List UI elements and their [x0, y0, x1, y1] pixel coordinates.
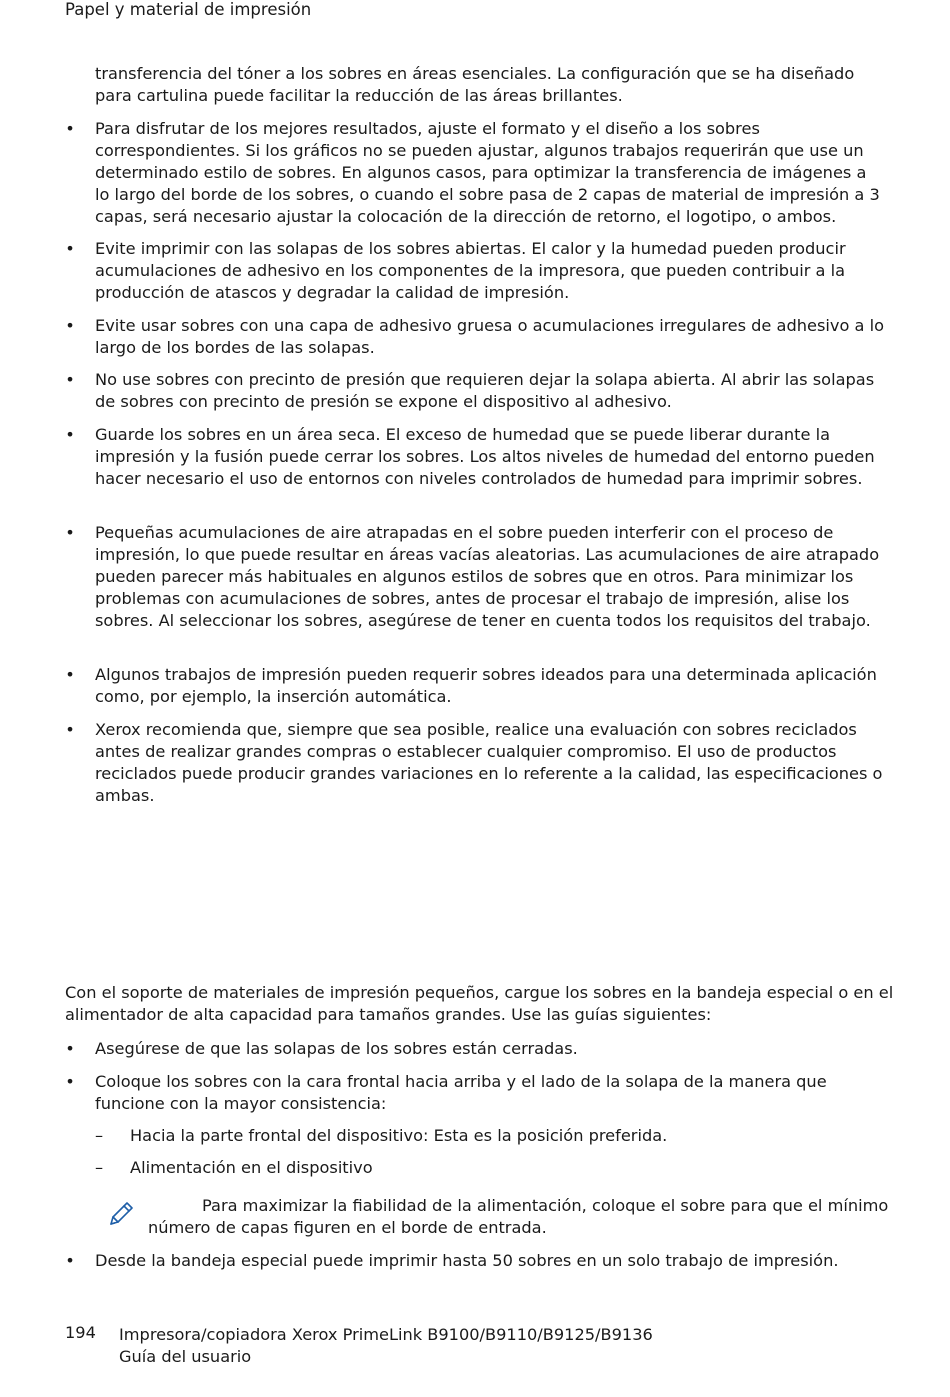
bullet-marker: • — [65, 119, 75, 138]
list-item-text: Coloque los sobres con la cara frontal hacia arriba y el lado de la solapa de la manera que funcione con la mayor consistencia: — [95, 1072, 827, 1113]
product-name: Impresora/copiadora Xerox PrimeLink B9100/B9110/B9125/B9136 — [119, 1325, 653, 1344]
bullet-marker: • — [65, 523, 75, 542]
list-item-text: Xerox recomienda que, siempre que sea posible, realice una evaluación con sobres reciclados antes de realizar grandes compras o establecer cualquier compromiso. El uso de productos reciclados puede producir grandes variaciones en lo referente a la calidad, las especificaciones o ambas. — [95, 720, 883, 805]
list-item-text: Guarde los sobres en un área seca. El exceso de humedad que se puede liberar durante la impresión y la fusión puede cerrar los sobres. Los altos niveles de humedad del entorno pueden hacer necesario el uso de entornos con niveles controlados de humedad para imprimir sobres. — [95, 425, 875, 488]
list-item-text: No use sobres con precinto de presión que requieren dejar la solapa abierta. Al abrir las solapas de sobres con precinto de presión se expone el dispositivo al adhesivo. — [95, 370, 875, 411]
bullet-marker: • — [65, 1251, 75, 1270]
bullet-marker: • — [65, 425, 75, 444]
list-item-text: Desde la bandeja especial puede imprimir hasta 50 sobres en un solo trabajo de impresión. — [95, 1251, 839, 1270]
sub-list-item-text: Alimentación en el dispositivo — [130, 1158, 373, 1177]
bullet-marker: • — [65, 370, 75, 389]
list-item-text: Algunos trabajos de impresión pueden requerir sobres ideados para una determinada aplicación como, por ejemplo, la inserción automática. — [95, 665, 877, 706]
note-callout — [108, 1195, 898, 1245]
bullet-marker: • — [65, 239, 75, 258]
bullet-marker: • — [65, 665, 75, 684]
sub-list-item-text: Hacia la parte frontal del dispositivo: Esta es la posición preferida. — [130, 1126, 668, 1145]
guide-title: Guía del usuario — [119, 1347, 252, 1366]
section-intro: Con el soporte de materiales de impresión pequeños, cargue los sobres en la bandeja especial o en el alimentador de alta capacidad para tamaños grandes. Use las guías siguientes: — [65, 983, 894, 1024]
bullet-marker: • — [65, 316, 75, 335]
continuation-paragraph: transferencia del tóner a los sobres en áreas esenciales. La configuración que se ha diseñado para cartulina puede facilitar la reducción de las áreas brillantes. — [95, 64, 855, 105]
list-item-text: Asegúrese de que las solapas de los sobres están cerradas. — [95, 1039, 578, 1058]
list-item-text: Pequeñas acumulaciones de aire atrapadas en el sobre pueden interferir con el proceso de impresión, lo que puede resultar en áreas vacías aleatorias. Las acumulaciones de aire atrapado pueden parecer más habituales en algunos estilos de sobres que en otros. Para minimizar los problemas con acumulaciones de sobres, antes de procesar el trabajo de impresión, alise los sobres. Al seleccionar los sobres, asegúrese de tener en cuenta todos los requisitos del trabajo. — [95, 523, 880, 630]
bullet-marker: • — [65, 1039, 75, 1058]
running-header: Papel y material de impresión — [65, 0, 312, 19]
list-item-text: Evite usar sobres con una capa de adhesivo gruesa o acumulaciones irregulares de adhesivo a lo largo de los bordes de las solapas. — [95, 316, 884, 357]
dash-marker: – — [95, 1126, 104, 1145]
page-footer — [65, 1322, 905, 1372]
list-item-text: Para disfrutar de los mejores resultados, ajuste el formato y el diseño a los sobres correspondientes. Si los gráficos no se pueden ajustar, algunos trabajos requerirán que use un determinado estilo de sobres. En algunos casos, para optimizar la transferencia de imágenes a lo largo del borde de los sobres, o cuando el sobre pasa de 2 capas de material de impresión a 3 capas, será necesario ajustar la colocación de la dirección de retorno, el logotipo, o ambos. — [95, 119, 880, 226]
dash-marker: – — [95, 1158, 104, 1177]
bullet-marker: • — [65, 720, 75, 739]
note-text: Para maximizar la fiabilidad de la alimentación, coloque el sobre para que el mínimo número de capas figuren en el borde de entrada. — [148, 1196, 889, 1237]
pencil-icon — [108, 1199, 136, 1227]
bullet-marker: • — [65, 1072, 75, 1091]
page-number: 194 — [65, 1323, 96, 1342]
list-item-text: Evite imprimir con las solapas de los sobres abiertas. El calor y la humedad pueden producir acumulaciones de adhesivo en los componentes de la impresora, que pueden contribuir a la producción de atascos y degradar la calidad de impresión. — [95, 239, 846, 302]
